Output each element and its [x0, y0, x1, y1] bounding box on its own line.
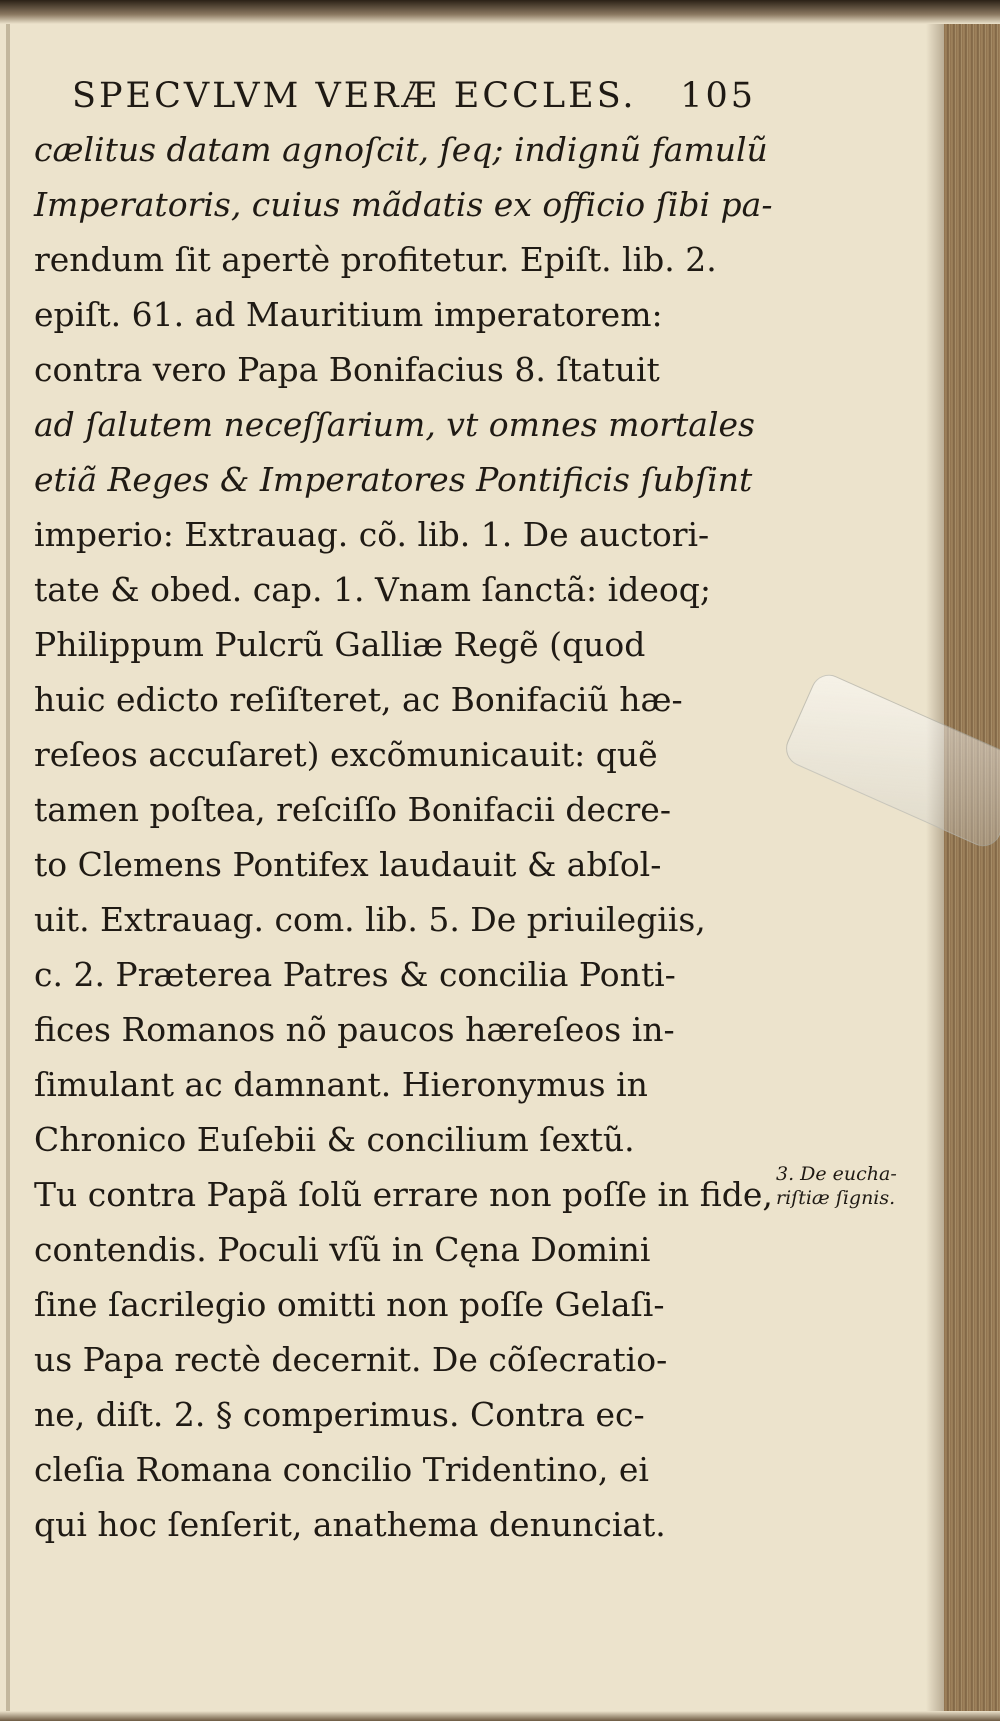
text-line: ſine ſacrilegio omitti non poſſe Gelaſi- [34, 1285, 665, 1324]
text-line: contra vero Papa Bonifacius 8. ſtatuit [34, 350, 660, 389]
text-line: to Clemens Pontifex laudauit & abſol- [34, 845, 662, 884]
text-line: huic edicto reſiſteret, ac Bonifaciũ hæ- [34, 680, 683, 719]
text-line: cleſia Romana concilio Tridentino, ei [34, 1450, 649, 1489]
text-line: ad ſalutem neceſſarium, vt omnes mortales [34, 405, 755, 444]
text-line: Philippum Pulcrũ Galliæ Regẽ (quod [34, 625, 646, 664]
text-line: etiã Reges & Imperatores Pontificis ſubſint [34, 460, 753, 499]
page-gutter-shadow [6, 24, 10, 1714]
page-fore-edge-shadow [926, 24, 944, 1721]
text-line: tamen poſtea, reſciſſo Bonifacii decre- [34, 790, 671, 829]
page-top-edge [0, 0, 1000, 24]
book-fore-edge [944, 24, 1000, 1721]
text-line: c. 2. Præterea Patres & concilia Ponti- [34, 955, 676, 994]
marginal-note [776, 1162, 936, 1210]
text-line: ſimulant ac damnant. Hieronymus in [34, 1065, 648, 1104]
text-line: tate & obed. cap. 1. Vnam ſanctã: ideoq; [34, 570, 711, 609]
text-line: epiſt. 61. ad Mauritium imperatorem: [34, 295, 663, 334]
text-line: contendis. Poculi vſũ in Cęna Domini [34, 1230, 651, 1269]
text-line: Chronico Euſebii & concilium ſextũ. [34, 1120, 635, 1159]
text-line: Tu contra Papã ſolũ errare non poſſe in fide, [34, 1175, 773, 1214]
marginal-note-line: 3. De eucha- [776, 1163, 897, 1185]
marginal-note-line: riſtiæ ſignis. [776, 1187, 896, 1209]
text-line: fices Romanos nõ paucos hæreſeos in- [34, 1010, 675, 1049]
text-line: reſeos accuſaret) excõmunicauit: quẽ [34, 735, 658, 774]
running-head [34, 70, 764, 122]
text-line: qui hoc ſenſerit, anathema denunciat. [34, 1505, 666, 1544]
page-number: 105 [680, 76, 756, 116]
text-line: Imperatoris, cuius mãdatis ex officio ſibi pa- [34, 185, 773, 224]
text-line: cælitus datam agnoſcit, ſeq; indignũ famulũ [34, 130, 768, 169]
page-bottom-edge [0, 1711, 1000, 1721]
text-line: ne, diſt. 2. § comperimus. Contra ec- [34, 1395, 645, 1434]
text-line: imperio: Extrauag. cõ. lib. 1. De auctori- [34, 515, 710, 554]
text-line: uit. Extrauag. com. lib. 5. De priuilegiis, [34, 900, 706, 939]
running-head-title: SPECVLVM VERÆ ECCLES. [72, 76, 637, 116]
text-line: us Papa rectè decernit. De cõſecratio- [34, 1340, 668, 1379]
text-line: rendum ſit apertè profitetur. Epiſt. lib. 2. [34, 240, 717, 279]
text-block [34, 70, 773, 1552]
